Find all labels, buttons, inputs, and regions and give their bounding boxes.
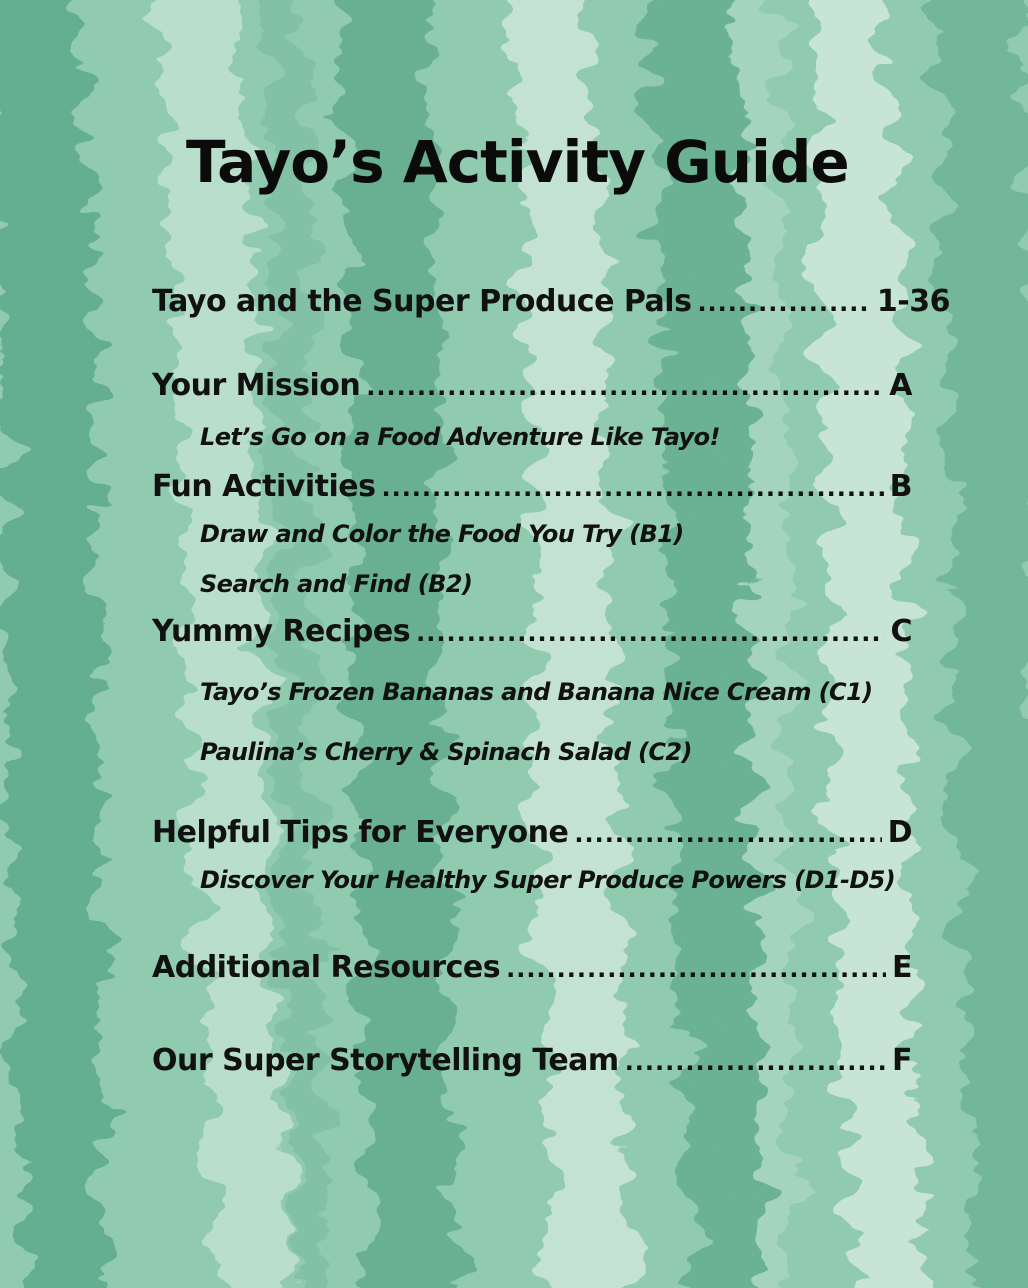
dot-leader bbox=[366, 373, 883, 401]
toc-page-ref: E bbox=[892, 950, 912, 985]
toc-entry-label: Additional Resources bbox=[152, 950, 501, 985]
toc-entry-fun-activities[interactable] bbox=[152, 469, 912, 504]
toc-entry-your-mission[interactable] bbox=[152, 368, 912, 403]
dot-leader bbox=[697, 289, 870, 317]
toc-entry-storytelling-team[interactable] bbox=[152, 1043, 912, 1078]
toc-entry-additional-resources[interactable] bbox=[152, 950, 912, 985]
toc-subentry[interactable]: Discover Your Healthy Super Produce Powers (D1-D5) bbox=[200, 866, 896, 894]
toc-entry-label: Fun Activities bbox=[152, 469, 376, 504]
toc-subentry[interactable]: Let’s Go on a Food Adventure Like Tayo! bbox=[200, 423, 720, 451]
dot-leader bbox=[574, 820, 881, 848]
dot-leader bbox=[381, 474, 883, 502]
toc-page-ref: D bbox=[887, 815, 912, 850]
page-title: Tayo’s Activity Guide bbox=[186, 128, 849, 196]
toc-entry-label: Tayo and the Super Produce Pals bbox=[152, 284, 692, 319]
toc-entry-yummy-recipes[interactable] bbox=[152, 614, 912, 649]
toc-page-ref: A bbox=[889, 368, 912, 403]
toc-page-ref: F bbox=[892, 1043, 912, 1078]
toc-entry-super-produce-pals[interactable] bbox=[152, 284, 950, 319]
toc-subentry[interactable]: Search and Find (B2) bbox=[200, 570, 473, 598]
toc-page-ref: 1-36 bbox=[876, 284, 950, 319]
toc-entry-label: Our Super Storytelling Team bbox=[152, 1043, 619, 1078]
toc-entry-label: Helpful Tips for Everyone bbox=[152, 815, 569, 850]
toc-entry-label: Your Mission bbox=[152, 368, 361, 403]
dot-leader bbox=[416, 619, 884, 647]
dot-leader bbox=[625, 1048, 886, 1076]
dot-leader bbox=[506, 955, 886, 983]
toc-page-ref: B bbox=[889, 469, 912, 504]
toc-page-ref: C bbox=[890, 614, 912, 649]
toc-subentry[interactable]: Tayo’s Frozen Bananas and Banana Nice Cream (C1) bbox=[200, 678, 873, 706]
toc-entry-label: Yummy Recipes bbox=[152, 614, 411, 649]
toc-subentry[interactable]: Paulina’s Cherry & Spinach Salad (C2) bbox=[200, 738, 692, 766]
toc-subentry[interactable]: Draw and Color the Food You Try (B1) bbox=[200, 520, 684, 548]
toc-entry-helpful-tips[interactable] bbox=[152, 815, 912, 850]
